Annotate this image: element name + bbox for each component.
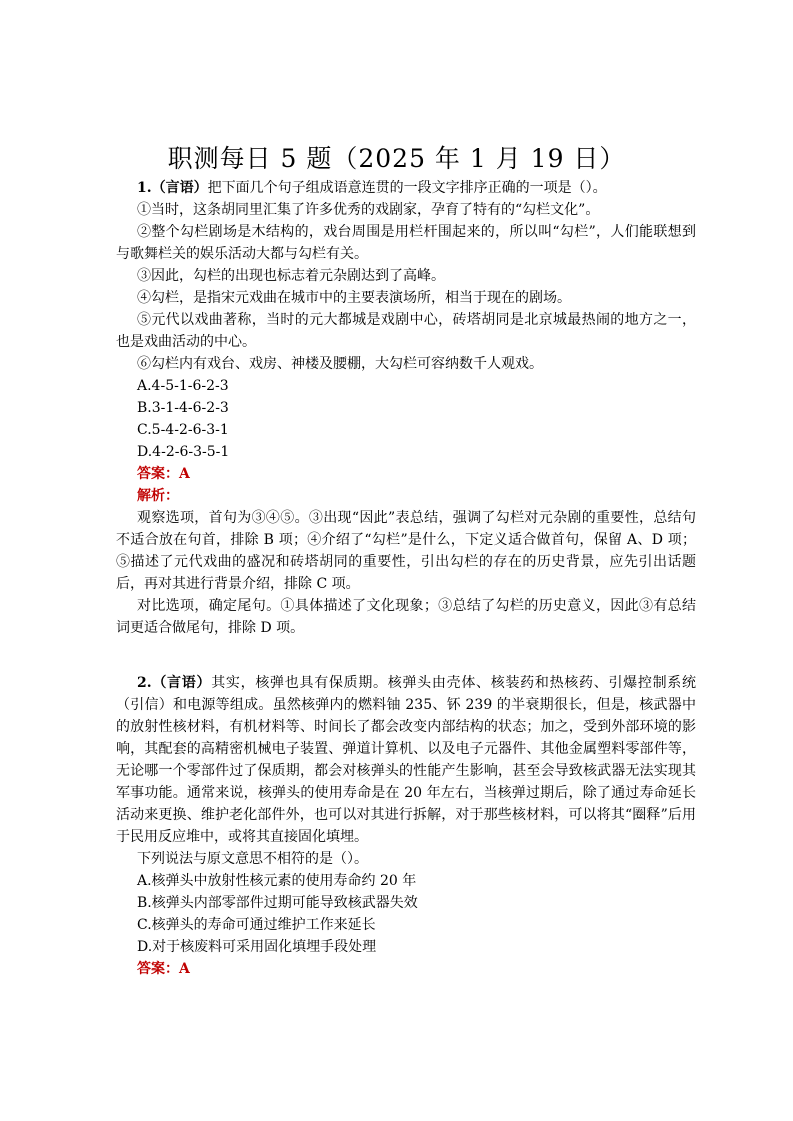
q2-option-a: A.核弹头中放射性核元素的使用寿命约 20 年 xyxy=(137,873,417,889)
q1-sentence-3: ③因此，勾栏的出现也标志着元杂剧达到了高峰。 xyxy=(137,268,445,284)
q1-analysis-paragraph-1: 观察选项，首句为③④⑤。③出现“因此”表总结，强调了勾栏对元杂剧的重要性，总结句不适合放在句首，排除 B 项；④介绍了“勾栏”是什么，下定义适合做首句，保留 A、D 项；⑤描述了元代戏曲的盛况和砖塔胡同的重要性，引出勾栏的存在的历史背景，应先引出话题后，再对其进行背景介绍，排除 C 项。 xyxy=(116,510,696,592)
question-2-number: 2. xyxy=(137,675,152,691)
q1-sentence-5: ⑤元代以戏曲著称，当时的元大都城是戏剧中心，砖塔胡同是北京城最热闹的地方之一，也是戏曲活动的中心。 xyxy=(116,312,696,350)
q2-option-c: C.核弹头的寿命可通过维护工作来延长 xyxy=(137,917,376,933)
q1-sentence-2: ②整个勾栏剧场是木结构的，戏台周围是用栏杆围起来的，所以叫“勾栏”，人们能联想到与歌舞栏关的娱乐活动大都与勾栏有关。 xyxy=(116,224,696,262)
q2-option-b: B.核弹头内部零部件过期可能导致核武器失效 xyxy=(137,895,418,911)
question-1 xyxy=(116,177,696,639)
document-body xyxy=(116,177,696,980)
question-2-passage: 其实，核弹也具有保质期。核弹头由壳体、核装药和热核药、引爆控制系统（引信）和电源等组成。虽然核弹内的燃料铀 235、钚 239 的半衰期很长，但是，核武器中的放射性核材料，有机材料等、时间长了都会改变内部结构的状态；加之，受到外部环境的影响，其配套的高精密机械电子装置、弹道计算机、以及电子元器件、其他金属塑料零部件等，无论哪一个零部件过了保质期，都会对核弹头的性能产生影响，甚至会导致核武器无法实现其军事功能。通常来说，核弹头的使用寿命是在 20 年左右，当核弹过期后，除了通过寿命延长活动来更换、维护老化部件外，也可以对其进行拆解，对于那些核材料，可以将其“圈释”后用于民用反应堆中，或将其直接固化填埋。 xyxy=(116,675,697,845)
question-1-stem-line xyxy=(116,177,696,199)
question-2-passage-line xyxy=(116,672,696,848)
question-2-tag: （言语） xyxy=(151,675,212,691)
q2-option-d: D.对于核废料可采用固化填埋手段处理 xyxy=(137,939,377,955)
q1-option-c: C.5-4-2-6-3-1 xyxy=(137,422,229,438)
question-1-stem: 把下面几个句子组成语意连贯的一段文字排序正确的一项是（）。 xyxy=(207,180,607,196)
q1-analysis-label: 解析： xyxy=(137,488,179,504)
q1-analysis-paragraph-2: 对比选项，确定尾句。①具体描述了文化现象；③总结了勾栏的历史意义，因此③有总结词更适合做尾句，排除 D 项。 xyxy=(116,598,696,636)
q1-answer: 答案：A xyxy=(137,466,190,482)
q1-sentence-1: ①当时，这条胡同里汇集了许多优秀的戏剧家，孕育了特有的“勾栏文化”。 xyxy=(137,202,600,218)
q1-option-a: A.4-5-1-6-2-3 xyxy=(137,378,229,394)
page-title: 职测每日 5 题（2025 年 1 月 19 日） xyxy=(167,144,626,173)
q1-sentence-4: ④勾栏，是指宋元戏曲在城市中的主要表演场所，相当于现在的剧场。 xyxy=(137,290,571,306)
q1-sentence-6: ⑥勾栏内有戏台、戏房、神楼及腰棚，大勾栏可容纳数千人观戏。 xyxy=(137,356,543,372)
q1-option-b: B.3-1-4-6-2-3 xyxy=(137,400,229,416)
question-1-tag: （言语） xyxy=(151,180,208,196)
q2-answer: 答案：A xyxy=(137,961,190,977)
question-2 xyxy=(116,672,696,980)
question-2-stem: 下列说法与原文意思不相符的是（）。 xyxy=(137,851,368,867)
question-1-number: 1. xyxy=(137,180,152,196)
question-spacer xyxy=(116,639,696,672)
q1-option-d: D.4-2-6-3-5-1 xyxy=(137,444,230,460)
